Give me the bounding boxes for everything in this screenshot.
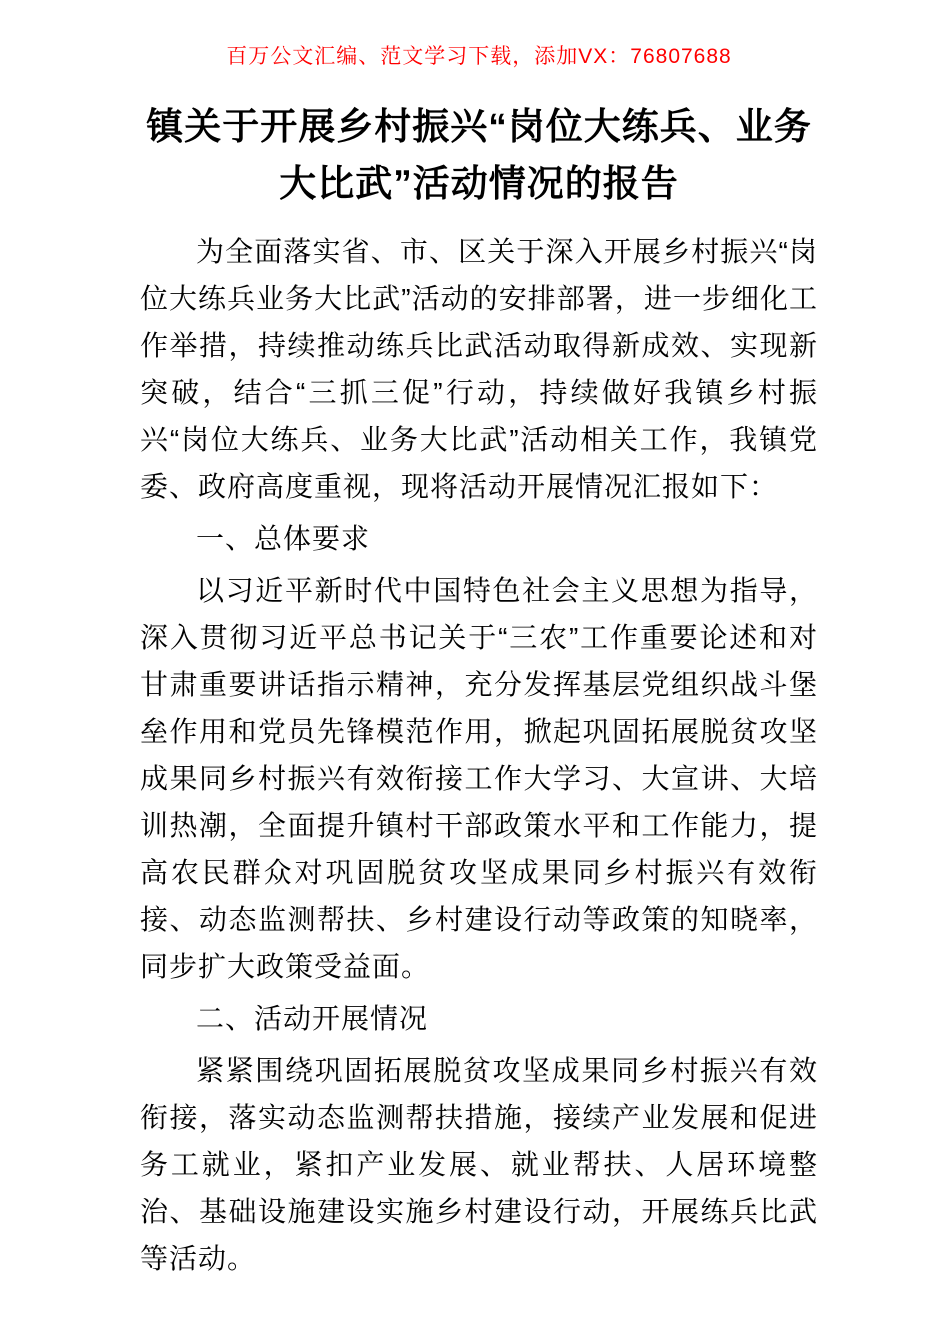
section-heading-1: 一、总体要求 xyxy=(196,523,371,554)
paragraph-activity-status: 紧紧围绕巩固拓展脱贫攻坚成果同乡村振兴有效衔接，落实动态监测帮扶措施，接续产业发展和促进务工就业，紧扣产业发展、就业帮扶、人居环境整治、基础设施建设实施乡村建设行动，开展练兵比武等活动。 xyxy=(140,1055,818,1274)
paragraph-intro: 为全面落实省、市、区关于深入开展乡村振兴“岗位大练兵业务大比武”活动的安排部署，进一步细化工作举措，持续推动练兵比武活动取得新成效、实现新突破，结合“三抓三促”行动，持续做好我镇乡村振兴“岗位大练兵、业务大比武”活动相关工作，我镇党委、政府高度重视，现将活动开展情况汇报如下： xyxy=(140,236,818,502)
section-heading-2: 二、活动开展情况 xyxy=(196,1003,429,1034)
paragraph-overall-requirements: 以习近平新时代中国特色社会主义思想为指导，深入贯彻习近平总书记关于“三农”工作重要论述和对甘肃重要讲话指示精神，充分发挥基层党组织战斗堡垒作用和党员先锋模范作用，掀起巩固拓展脱贫攻坚成果同乡村振兴有效衔接工作大学习、大宣讲、大培训热潮，全面提升镇村干部政策水平和工作能力，提高农民群众对巩固脱贫攻坚成果同乡村振兴有效衔接、动态监测帮扶、乡村建设行动等政策的知晓率，同步扩大政策受益面。 xyxy=(140,575,818,982)
watermark-notice: 百万公文汇编、范文学习下载，添加VX：76807688 xyxy=(226,45,732,68)
document-title: 镇关于开展乡村振兴“岗位大练兵、业务大比武”活动情况的报告 xyxy=(146,106,812,204)
